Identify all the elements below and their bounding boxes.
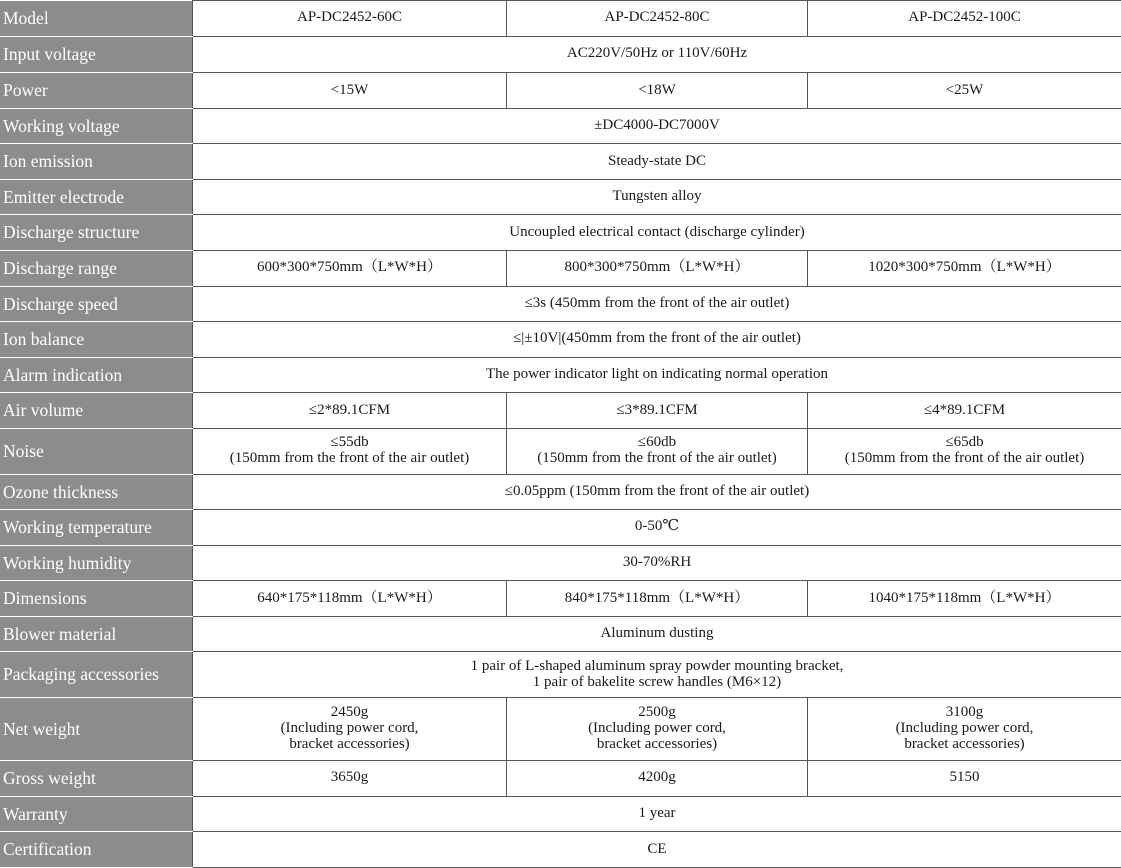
spec-row-certification	[1, 832, 1121, 868]
spec-row-gross-weight	[1, 761, 1121, 797]
discharge-range-80c-cell: 800*300*750mm（L*W*H）	[507, 250, 808, 286]
ion-balance-value: ≤|±10V|(450mm from the front of the air outlet)	[193, 322, 1121, 358]
noise-note: (150mm from the front of the air outlet)	[229, 450, 470, 467]
model-60c-cell: AP-DC2452-60C	[193, 1, 507, 37]
row-label: Certification	[1, 832, 193, 868]
row-label: Discharge range	[1, 250, 193, 286]
packaging-accessories-cell	[193, 652, 1121, 698]
air-volume-60c-cell: ≤2*89.1CFM	[193, 393, 507, 429]
spec-row-air-volume	[1, 393, 1121, 429]
ion-emission-value: Steady-state DC	[193, 144, 1121, 180]
spec-row-emitter-electrode	[1, 179, 1121, 215]
working-humidity-value: 30-70%RH	[193, 545, 1121, 581]
air-volume-80c-cell: ≤3*89.1CFM	[507, 393, 808, 429]
ozone-thickness-value: ≤0.05ppm (150mm from the front of the air outlet)	[193, 474, 1121, 510]
power-60c-cell: <15W	[193, 73, 507, 109]
row-label: Ozone thickness	[1, 474, 193, 510]
row-label: Dimensions	[1, 581, 193, 617]
spec-row-discharge-range	[1, 250, 1121, 286]
certification-value: CE	[193, 832, 1121, 868]
row-label: Emitter electrode	[1, 179, 193, 215]
net-weight-note: (Including power cord,	[588, 720, 726, 737]
noise-value: ≤55db	[330, 434, 369, 451]
gross-weight-60c-cell: 3650g	[193, 761, 507, 797]
net-weight-value: 2450g	[330, 704, 369, 721]
packaging-line: 1 pair of L-shaped aluminum spray powder mounting bracket,	[470, 657, 844, 674]
spec-row-noise	[1, 428, 1121, 474]
row-label: Working humidity	[1, 545, 193, 581]
net-weight-60c-cell	[193, 698, 507, 761]
noise-value: ≤60db	[637, 434, 677, 451]
warranty-value: 1 year	[193, 796, 1121, 832]
input-voltage-value: AC220V/50Hz or 110V/60Hz	[193, 36, 1121, 73]
emitter-electrode-value: Tungsten alloy	[193, 179, 1121, 215]
model-100c-cell: AP-DC2452-100C	[808, 1, 1121, 37]
net-weight-note: bracket accessories)	[289, 735, 410, 752]
row-label: Working temperature	[1, 510, 193, 546]
row-label: Packaging accessories	[1, 652, 193, 698]
spec-table-body	[1, 1, 1121, 868]
power-100c-cell: <25W	[808, 73, 1121, 109]
blower-material-value: Aluminum dusting	[193, 616, 1121, 652]
row-label: Working voltage	[1, 108, 193, 144]
discharge-structure-value: Uncoupled electrical contact (discharge cylinder)	[193, 215, 1121, 251]
dimensions-60c-cell: 640*175*118mm（L*W*H）	[193, 581, 507, 617]
net-weight-note: bracket accessories)	[904, 735, 1025, 752]
spec-row-discharge-speed	[1, 286, 1121, 322]
net-weight-note: (Including power cord,	[280, 720, 419, 737]
noise-note: (150mm from the front of the air outlet)	[537, 450, 777, 467]
working-voltage-value: ±DC4000-DC7000V	[193, 108, 1121, 144]
noise-60c-cell	[193, 428, 507, 474]
spec-row-packaging-accessories	[1, 652, 1121, 698]
spec-row-ion-balance	[1, 322, 1121, 358]
row-label: Air volume	[1, 393, 193, 429]
packaging-line: 1 pair of bakelite screw handles (M6×12)	[532, 673, 782, 690]
spec-row-working-temperature	[1, 510, 1121, 546]
power-80c-cell: <18W	[507, 73, 808, 109]
row-label: Alarm indication	[1, 357, 193, 393]
row-label: Net weight	[1, 698, 193, 761]
air-volume-100c-cell: ≤4*89.1CFM	[808, 393, 1121, 429]
net-weight-note: bracket accessories)	[596, 735, 718, 752]
model-80c-cell: AP-DC2452-80C	[507, 1, 808, 37]
spec-row-ozone-thickness	[1, 474, 1121, 510]
net-weight-100c-cell	[808, 698, 1121, 761]
row-label: Ion balance	[1, 322, 193, 358]
gross-weight-100c-cell: 5150	[808, 761, 1121, 797]
net-weight-note: (Including power cord,	[895, 720, 1034, 737]
row-label: Discharge speed	[1, 286, 193, 322]
spec-row-blower-material	[1, 616, 1121, 652]
spec-row-ion-emission	[1, 144, 1121, 180]
discharge-range-60c-cell: 600*300*750mm（L*W*H）	[193, 250, 507, 286]
spec-row-working-humidity	[1, 545, 1121, 581]
spec-row-warranty	[1, 796, 1121, 832]
net-weight-80c-cell	[507, 698, 808, 761]
working-temperature-value: 0-50℃	[193, 510, 1121, 546]
noise-note: (150mm from the front of the air outlet)	[844, 450, 1085, 467]
spec-row-power	[1, 73, 1121, 109]
row-label: Noise	[1, 428, 193, 474]
row-label: Ion emission	[1, 144, 193, 180]
noise-100c-cell	[808, 428, 1121, 474]
noise-value: ≤65db	[945, 434, 984, 451]
spec-row-input-voltage	[1, 36, 1121, 73]
spec-row-discharge-structure	[1, 215, 1121, 251]
alarm-indication-value: The power indicator light on indicating normal operation	[193, 357, 1121, 393]
row-label: Power	[1, 73, 193, 109]
spec-row-model	[1, 1, 1121, 37]
noise-80c-cell	[507, 428, 808, 474]
discharge-speed-value: ≤3s (450mm from the front of the air outlet)	[193, 286, 1121, 322]
gross-weight-80c-cell: 4200g	[507, 761, 808, 797]
spec-row-working-voltage	[1, 108, 1121, 144]
spec-row-dimensions	[1, 581, 1121, 617]
spec-row-net-weight	[1, 698, 1121, 761]
row-label: Blower material	[1, 616, 193, 652]
discharge-range-100c-cell: 1020*300*750mm（L*W*H）	[808, 250, 1121, 286]
row-label: Warranty	[1, 796, 193, 832]
row-label: Gross weight	[1, 761, 193, 797]
net-weight-value: 2500g	[638, 704, 676, 721]
row-label: Model	[1, 1, 193, 37]
spec-row-alarm-indication	[1, 357, 1121, 393]
net-weight-value: 3100g	[945, 704, 984, 721]
dimensions-100c-cell: 1040*175*118mm（L*W*H）	[808, 581, 1121, 617]
row-label: Input voltage	[1, 36, 193, 73]
row-label: Discharge structure	[1, 215, 193, 251]
dimensions-80c-cell: 840*175*118mm（L*W*H）	[507, 581, 808, 617]
